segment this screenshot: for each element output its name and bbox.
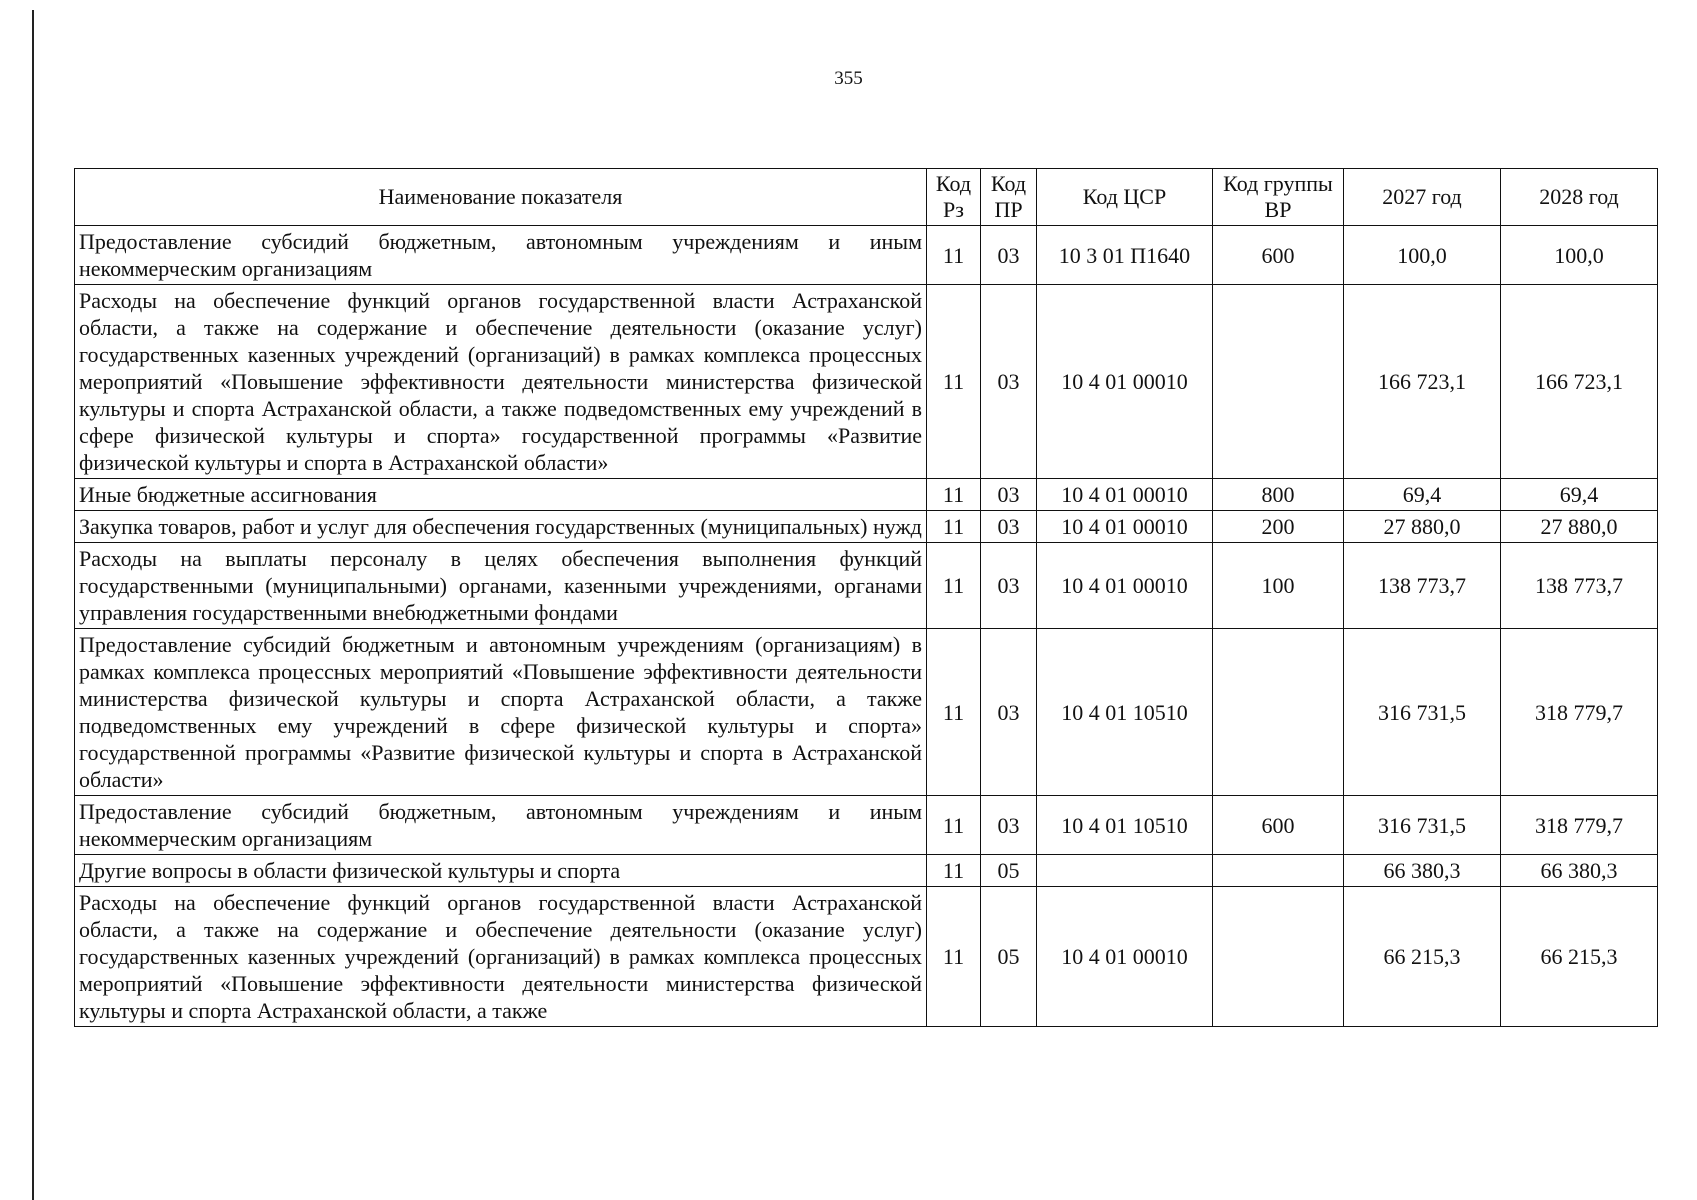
- row-pr: 03: [981, 629, 1037, 796]
- row-vr: 600: [1213, 226, 1344, 285]
- row-2027: 138 773,7: [1344, 543, 1501, 629]
- budget-table: [74, 168, 1658, 1027]
- row-name: Расходы на выплаты персоналу в целях обеспечения выполнения функций государственными (муниципальными) органами, казенными учреждениями, органами управления государственными внебюджетными фондами: [75, 543, 927, 629]
- row-pr: 03: [981, 226, 1037, 285]
- row-vr: 100: [1213, 543, 1344, 629]
- header-row: [75, 169, 1658, 226]
- row-name: Расходы на обеспечение функций органов государственной власти Астраханской области, а также на содержание и обеспечение деятельности (оказание услуг) государственных казенных учреждений (организаций) в рамках комплекса процессных мероприятий «Повышение эффективности деятельности министерства физической культуры и спорта Астраханской области, а также подведомственных ему учреждений в сфере физической культуры и спорта» государственной программы «Развитие физической культуры и спорта в Астраханской области»: [75, 285, 927, 479]
- header-2028: 2028 год: [1501, 169, 1658, 226]
- row-rz: 11: [927, 855, 981, 887]
- margin-line: [32, 10, 34, 1200]
- header-csr: Код ЦСР: [1037, 169, 1213, 226]
- row-2028: 166 723,1: [1501, 285, 1658, 479]
- table-row: [75, 511, 1658, 543]
- table-row: [75, 543, 1658, 629]
- row-2028: 138 773,7: [1501, 543, 1658, 629]
- row-name: Другие вопросы в области физической культуры и спорта: [75, 855, 927, 887]
- row-pr: 05: [981, 855, 1037, 887]
- row-csr: 10 4 01 00010: [1037, 479, 1213, 511]
- row-name: Расходы на обеспечение функций органов государственной власти Астраханской области, а также на содержание и обеспечение деятельности (оказание услуг) государственных казенных учреждений (организаций) в рамках комплекса процессных мероприятий «Повышение эффективности деятельности министерства физической культуры и спорта Астраханской области, а также: [75, 887, 927, 1027]
- header-name: Наименование показателя: [75, 169, 927, 226]
- row-2027: 316 731,5: [1344, 796, 1501, 855]
- row-2027: 316 731,5: [1344, 629, 1501, 796]
- row-vr: [1213, 855, 1344, 887]
- row-rz: 11: [927, 543, 981, 629]
- row-rz: 11: [927, 479, 981, 511]
- row-rz: 11: [927, 226, 981, 285]
- row-2028: 318 779,7: [1501, 629, 1658, 796]
- row-name: Иные бюджетные ассигнования: [75, 479, 927, 511]
- header-vr: Код группы ВР: [1213, 169, 1344, 226]
- row-name: Предоставление субсидий бюджетным, автономным учреждениям и иным некоммерческим организациям: [75, 226, 927, 285]
- row-csr: 10 4 01 10510: [1037, 796, 1213, 855]
- row-rz: 11: [927, 796, 981, 855]
- row-csr: 10 4 01 00010: [1037, 285, 1213, 479]
- row-2028: 318 779,7: [1501, 796, 1658, 855]
- row-vr: 800: [1213, 479, 1344, 511]
- row-name: Предоставление субсидий бюджетным и автономным учреждениям (организациям) в рамках комплекса процессных мероприятий «Повышение эффективности деятельности министерства физической культуры и спорта Астраханской области, а также подведомственных ему учреждений в сфере физической культуры и спорта» государственной программы «Развитие физической культуры и спорта в Астраханской области»: [75, 629, 927, 796]
- row-pr: 03: [981, 796, 1037, 855]
- row-vr: [1213, 887, 1344, 1027]
- row-pr: 03: [981, 285, 1037, 479]
- row-2027: 27 880,0: [1344, 511, 1501, 543]
- page-number: 355: [834, 68, 863, 89]
- row-pr: 03: [981, 479, 1037, 511]
- table-row: [75, 796, 1658, 855]
- row-2027: 100,0: [1344, 226, 1501, 285]
- row-2027: 66 380,3: [1344, 855, 1501, 887]
- row-rz: 11: [927, 629, 981, 796]
- row-2027: 69,4: [1344, 479, 1501, 511]
- row-pr: 03: [981, 511, 1037, 543]
- row-rz: 11: [927, 887, 981, 1027]
- row-rz: 11: [927, 285, 981, 479]
- row-2028: 27 880,0: [1501, 511, 1658, 543]
- row-2027: 66 215,3: [1344, 887, 1501, 1027]
- row-pr: 05: [981, 887, 1037, 1027]
- row-rz: 11: [927, 511, 981, 543]
- table-row: [75, 226, 1658, 285]
- table-row: [75, 479, 1658, 511]
- row-vr: 200: [1213, 511, 1344, 543]
- header-rz: Код Рз: [927, 169, 981, 226]
- header-pr: Код ПР: [981, 169, 1037, 226]
- table-row: [75, 887, 1658, 1027]
- row-name: Предоставление субсидий бюджетным, автономным учреждениям и иным некоммерческим организациям: [75, 796, 927, 855]
- row-csr: [1037, 855, 1213, 887]
- row-2027: 166 723,1: [1344, 285, 1501, 479]
- row-csr: 10 4 01 00010: [1037, 887, 1213, 1027]
- row-2028: 69,4: [1501, 479, 1658, 511]
- row-vr: 600: [1213, 796, 1344, 855]
- table-row: [75, 629, 1658, 796]
- row-csr: 10 3 01 П1640: [1037, 226, 1213, 285]
- row-csr: 10 4 01 10510: [1037, 629, 1213, 796]
- row-name: Закупка товаров, работ и услуг для обеспечения государственных (муниципальных) нужд: [75, 511, 927, 543]
- row-csr: 10 4 01 00010: [1037, 543, 1213, 629]
- row-2028: 100,0: [1501, 226, 1658, 285]
- table-row: [75, 285, 1658, 479]
- row-2028: 66 380,3: [1501, 855, 1658, 887]
- row-pr: 03: [981, 543, 1037, 629]
- row-csr: 10 4 01 00010: [1037, 511, 1213, 543]
- row-vr: [1213, 285, 1344, 479]
- row-2028: 66 215,3: [1501, 887, 1658, 1027]
- header-2027: 2027 год: [1344, 169, 1501, 226]
- table-row: [75, 855, 1658, 887]
- row-vr: [1213, 629, 1344, 796]
